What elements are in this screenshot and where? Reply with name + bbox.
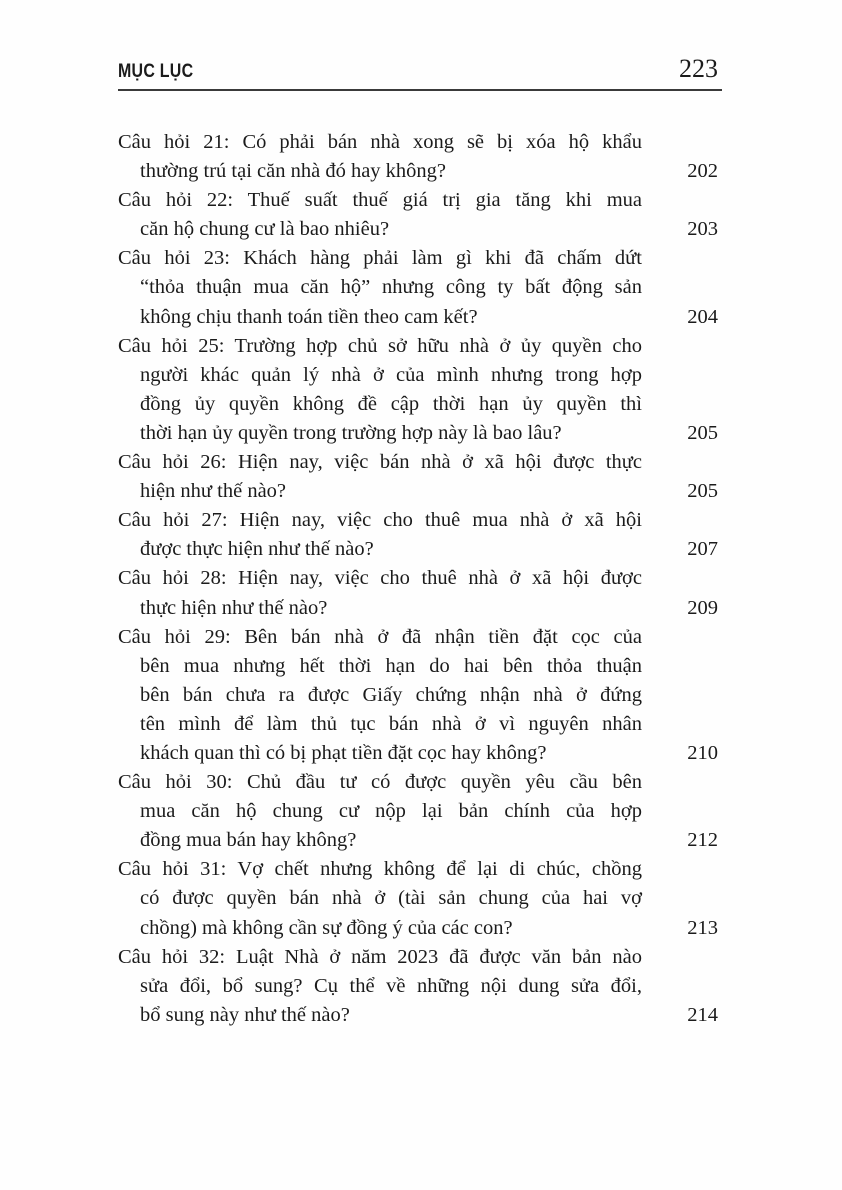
toc-entry-line: Câu hỏi 25: Trường hợp chủ sở hữu nhà ở ủy quyền cho (118, 334, 642, 357)
toc-entry-line: sửa đổi, bổ sung? Cụ thể về những nội dung sửa đổi, (140, 974, 642, 997)
toc-entry (118, 564, 718, 622)
toc-entry-text (118, 564, 642, 622)
toc-entry-line: căn hộ chung cư là bao nhiêu? (140, 218, 390, 241)
toc-entry-text (118, 332, 642, 448)
toc-entry-line: không chịu thanh toán tiền theo cam kết? (140, 305, 478, 328)
toc-entry-line: thực hiện như thế nào? (140, 596, 328, 619)
toc-entry-line: Câu hỏi 22: Thuế suất thuế giá trị gia tăng khi mua (118, 189, 642, 212)
toc-entry-line: thường trú tại căn nhà đó hay không? (140, 160, 447, 183)
toc-entry (118, 855, 718, 942)
toc-entry-line: Câu hỏi 28: Hiện nay, việc cho thuê nhà ở xã hội được (118, 567, 642, 590)
toc-entry-line: “thỏa thuận mua căn hộ” nhưng công ty bất động sản (140, 276, 642, 299)
toc-entry (118, 623, 718, 768)
toc-entry-text (118, 128, 642, 186)
toc-entry-line: Câu hỏi 27: Hiện nay, việc cho thuê mua nhà ở xã hội (118, 509, 642, 532)
toc-entry-line: Câu hỏi 30: Chủ đầu tư có được quyền yêu cầu bên (118, 771, 642, 794)
toc-entry-page-number: 205 (687, 480, 718, 503)
page-header-title: MỤC LỤC (118, 61, 194, 82)
toc-entry (118, 128, 718, 186)
toc-entry-line: Câu hỏi 29: Bên bán nhà ở đã nhận tiền đặt cọc của (118, 625, 642, 648)
toc-entry-page-number: 204 (687, 305, 718, 328)
toc-entry-text (118, 448, 642, 506)
toc-entry-line: đồng mua bán hay không? (140, 829, 357, 852)
toc-entry-line: được thực hiện như thế nào? (140, 538, 374, 561)
toc-entry-line: chồng) mà không cần sự đồng ý của các con? (140, 916, 513, 939)
toc-entry-page-number: 202 (687, 160, 718, 183)
toc-entry-text (118, 186, 642, 244)
toc-entry-line: người khác quản lý nhà ở của mình nhưng trong hợp (140, 363, 642, 386)
toc-entry (118, 332, 718, 448)
toc-entry-line: hiện như thế nào? (140, 480, 287, 503)
toc-entry-text (118, 855, 642, 942)
toc-entry-page-number: 205 (687, 421, 718, 444)
toc-entry-text (118, 244, 642, 331)
toc-entry (118, 506, 718, 564)
toc-entry-line: bên mua nhưng hết thời hạn do hai bên thỏa thuận (140, 654, 642, 677)
toc-entry-page-number: 210 (687, 741, 718, 764)
page-content (118, 56, 718, 1030)
toc-entry-page-number: 213 (687, 916, 718, 939)
toc-entry (118, 448, 718, 506)
toc-entry-page-number: 212 (687, 829, 718, 852)
toc-entry (118, 943, 718, 1030)
toc-entry-page-number: 203 (687, 218, 718, 241)
toc-entry-text (118, 506, 642, 564)
toc-entry-line: đồng ủy quyền không đề cập thời hạn ủy quyền thì (140, 392, 642, 415)
toc-entry-line: mua căn hộ chung cư nộp lại bản chính của hợp (140, 800, 642, 823)
toc-entry-line: Câu hỏi 32: Luật Nhà ở năm 2023 đã được văn bản nào (118, 945, 642, 968)
toc-entry-line: tên mình để làm thủ tục bán nhà ở vì nguyên nhân (140, 712, 642, 735)
toc-entry-page-number: 214 (687, 1003, 718, 1026)
toc-entry-text (118, 943, 642, 1030)
toc-list (118, 128, 718, 1030)
toc-entry-line: bên bán chưa ra được Giấy chứng nhận nhà ở đứng (140, 683, 642, 706)
toc-entry-line: khách quan thì có bị phạt tiền đặt cọc hay không? (140, 741, 547, 764)
toc-entry-line: Câu hỏi 26: Hiện nay, việc bán nhà ở xã hội được thực (118, 451, 642, 474)
toc-entry-line: thời hạn ủy quyền trong trường hợp này là bao lâu? (140, 421, 562, 444)
toc-entry-text (118, 623, 642, 768)
header-rule (118, 89, 722, 91)
page-header-number: 223 (679, 54, 718, 83)
toc-entry (118, 244, 718, 331)
toc-entry (118, 186, 718, 244)
toc-entry-line: Câu hỏi 31: Vợ chết nhưng không để lại di chúc, chồng (118, 858, 642, 881)
toc-entry-line: có được quyền bán nhà ở (tài sản chung của hai vợ (140, 887, 642, 910)
toc-entry-line: Câu hỏi 23: Khách hàng phải làm gì khi đã chấm dứt (118, 247, 642, 270)
toc-entry-page-number: 207 (687, 538, 718, 561)
toc-entry-page-number: 209 (687, 596, 718, 619)
toc-entry-text (118, 768, 642, 855)
toc-entry-line: Câu hỏi 21: Có phải bán nhà xong sẽ bị xóa hộ khẩu (118, 131, 642, 153)
toc-entry-line: bổ sung này như thế nào? (140, 1003, 350, 1026)
running-header (118, 56, 718, 83)
toc-entry (118, 768, 718, 855)
